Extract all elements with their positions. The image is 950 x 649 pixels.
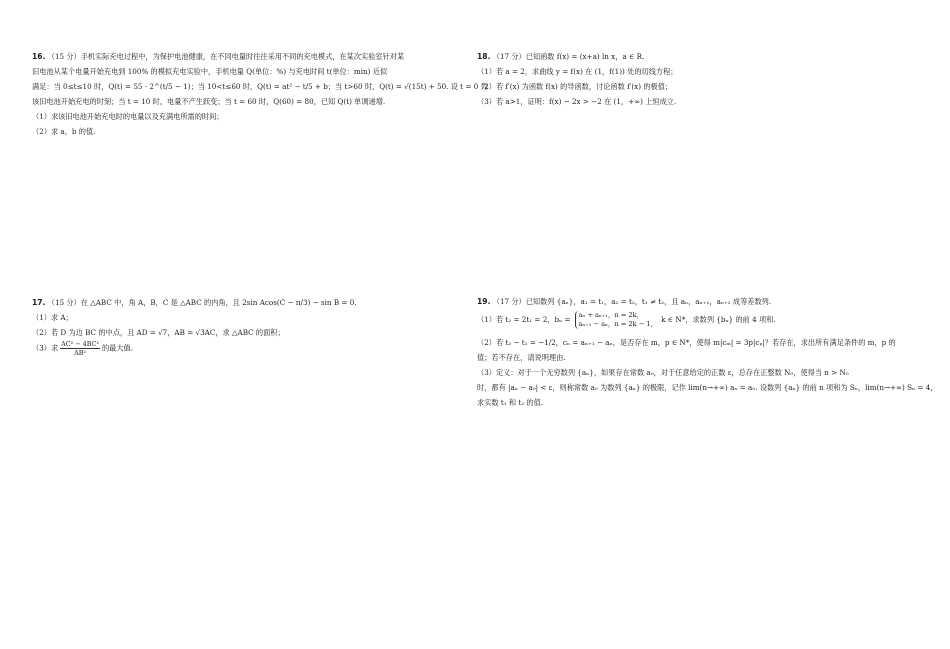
piecewise-brace: aₙ + aₙ₊₁，n = 2k， aₙ₊₁ − aₙ，n = 2k − 1， [575,311,658,329]
question-19-part-3-end: 求实数 t₁ 和 t₂ 的值. [477,398,544,407]
question-17-part-3: （3）求 $\frac{\text{AC² − 4BC²}}{\text{AB²}}$ 的最大值. [32,340,134,357]
question-18-part-1: （1）若 a = 2，求曲线 y = f(x) 在 (1，f(1)) 处的切线方程； [477,67,678,76]
question-16-line-3: 满足：当 0≤t≤10 时，Q(t) = 55 · 2^(t/5 − 1)；当 10<t≤60 时，Q(t) = at² − t/5 + b；当 t>60 时，Q(t) = √(15t) + 50. 设 t = 0 为 [32,82,488,91]
question-19-part-2: （2）若 t₂ − t₁ = −1/2，cₙ = aₙ₊₁ − aₙ，是否存在 m，p ∈ N*，使得 m|cₘ| = 3p|cₚ|？若存在，求出所有满足条件的 m，p 的 [477,338,896,347]
question-17-number: 17. [32,298,46,307]
question-18-number: 18. [477,52,491,61]
question-17-line-1: 17. （15 分）在 △ABC 中，角 A，B，C 是 △ABC 的内角，且 2sin Acos(C − π/3) − sin B = 0. [32,298,357,307]
question-16-part-2: （2）求 a，b 的值. [32,127,96,136]
question-16-line-1: 16. （15 分）手机实际充电过程中，为保护电池健康，在不同电量时往往采用不同的充电模式，在某次实验室针对某 [32,52,405,61]
question-17 [32,295,437,357]
question-18 [477,49,887,109]
question-19-part-1: （1）若 t₂ = 2t₁ = 2，bₙ = aₙ + aₙ₊₁，n = 2k， aₙ₊₁ − aₙ，n = 2k − 1， k ∈ N*，求数列 {bₙ} 的前 4 项和. [477,311,776,328]
question-16-line-4: 该旧电池开始充电的时刻；当 t = 10 时，电量不产生跃变；当 t = 60 时，Q(60) = 80，已知 Q(t) 单调递增. [32,97,386,106]
question-19-part-3: （3）定义：对于一个无穷数列 {aₙ}，如果存在常数 a₀，对于任意给定的正数 ε，总存在正整数 N₀，使得当 n > N₀ [477,368,849,377]
question-17-part-1: （1）求 A； [32,313,73,322]
question-19-part-2-cont: 值；若不存在，请说明理由. [477,353,566,362]
question-18-part-3: （3）若 a>1，证明：f(x) − 2x > −2 在 (1，+∞) 上恒成立. [477,97,677,106]
question-16-part-1: （1）求该旧电池开始充电时的电量以及充满电所需的时间； [32,112,224,121]
fraction: $\frac{\text{AC² − 4BC²}}{\text{AB²}}$ [61,340,99,357]
question-17-part-2: （2）若 D 为边 BC 的中点，且 AD = √7，AB = √3AC，求 △ABC 的面积； [32,328,285,337]
question-19-part-3-cont: 时，都有 |aₙ − a₀| < ε，则称常数 a₀ 为数列 {aₙ} 的极限，记作 lim(n→+∞) aₙ = a₀. 设数列 {aₙ} 的前 n 项和为 Sₙ，lim(n→+∞) Sₙ = 4， [477,383,938,392]
question-19 [477,294,938,410]
question-18-part-2: （2）若 f′(x) 为函数 f(x) 的导函数，讨论函数 f′(x) 的极值； [477,82,673,91]
question-19-line-1: 19. （17 分）已知数列 {aₙ}，a₁ = t₁，a₂ = t₂，t₁ ≠ t₂，且 aₙ，aₙ₊₁，aₙ₊₂ 成等差数列. [477,297,772,306]
question-19-number: 19. [477,297,491,306]
question-16-number: 16. [32,52,46,61]
question-18-line-1: 18. （17 分）已知函数 f(x) = (x+a) ln x，a ∈ R. [477,52,645,61]
question-16-line-2: 旧电池从某个电量开始充电到 100% 的模拟充电实验中，手机电量 Q(单位：%) 与充电时间 t(单位：min) 近似 [32,67,388,76]
